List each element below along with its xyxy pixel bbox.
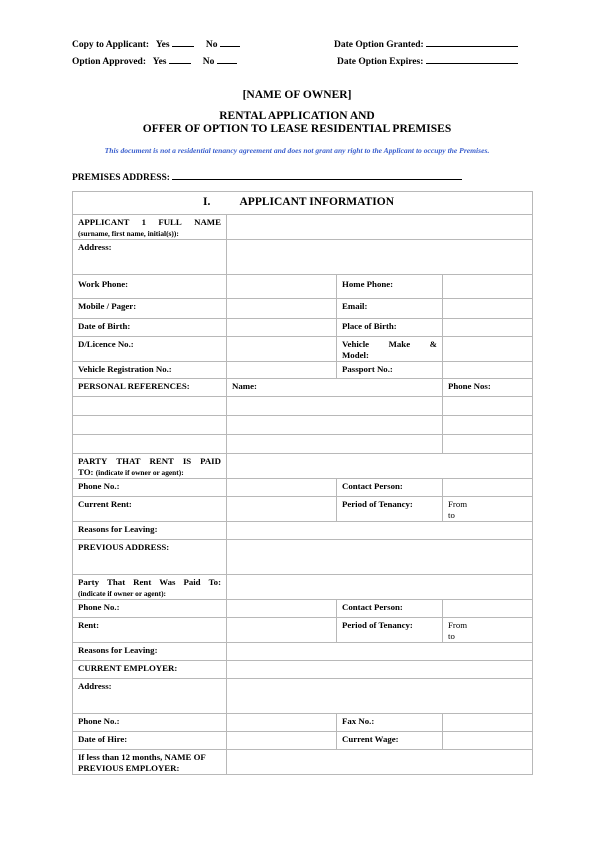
landlord-phone-row bbox=[73, 479, 533, 497]
employer-phone-input[interactable] bbox=[227, 714, 337, 732]
party-rent-was-paid-label bbox=[73, 575, 227, 600]
party-rent-was-paid-row bbox=[73, 575, 533, 600]
title-line-2: OFFER OF OPTION TO LEASE RESIDENTIAL PREMISES bbox=[142, 123, 452, 135]
passport-input[interactable] bbox=[443, 362, 533, 379]
employer-address-input[interactable] bbox=[227, 679, 533, 714]
copy-to-applicant-label: Copy to Applicant: bbox=[72, 40, 150, 50]
prev-landlord-phone-input[interactable] bbox=[227, 600, 337, 618]
reference-name-input[interactable] bbox=[227, 416, 443, 435]
rego-label: Vehicle Registration No.: bbox=[73, 362, 227, 379]
applicant-name-input[interactable] bbox=[227, 215, 533, 240]
address-input[interactable] bbox=[227, 240, 533, 275]
passport-label: Passport No.: bbox=[337, 362, 443, 379]
date-granted-blank[interactable] bbox=[426, 37, 518, 47]
address-label: Address: bbox=[73, 240, 227, 275]
reasons-leaving-input[interactable] bbox=[227, 522, 533, 540]
employer-phone-label: Phone No.: bbox=[73, 714, 227, 732]
work-phone-label: Work Phone: bbox=[73, 275, 227, 299]
prev-tenancy-period-input[interactable] bbox=[443, 618, 533, 643]
fax-input[interactable] bbox=[443, 714, 533, 732]
section-number: I. bbox=[203, 196, 211, 208]
prev-rent-input[interactable] bbox=[227, 618, 337, 643]
party-rent-paid-row bbox=[73, 454, 533, 479]
contact-person-input[interactable] bbox=[443, 479, 533, 497]
reference-blank bbox=[73, 416, 227, 435]
copy-no-blank[interactable] bbox=[220, 37, 240, 47]
party2-word-6: To: bbox=[208, 577, 221, 587]
applicant-name-hint: (surname, first name, initial(s)): bbox=[78, 229, 179, 238]
email-input[interactable] bbox=[443, 299, 533, 319]
party-hint: (indicate if owner or agent): bbox=[95, 468, 184, 477]
reference-name-input[interactable] bbox=[227, 435, 443, 454]
mobile-email-row bbox=[73, 299, 533, 319]
section-title: APPLICANT INFORMATION bbox=[239, 196, 394, 208]
current-employer-input[interactable] bbox=[227, 661, 533, 679]
prev-landlord-phone-row bbox=[73, 600, 533, 618]
birth-row bbox=[73, 319, 533, 337]
reference-name-header: Name: bbox=[227, 379, 443, 397]
party2-hint: (indicate if owner or agent): bbox=[78, 589, 166, 598]
date-expires-label: Date Option Expires: bbox=[337, 57, 424, 67]
prev-contact-person-label: Contact Person: bbox=[337, 600, 443, 618]
prev-period-to-label: to bbox=[448, 631, 455, 641]
party-word-1: PARTY bbox=[78, 456, 108, 466]
vehicle-word-2: Make bbox=[388, 339, 411, 349]
reference-phone-header: Phone Nos: bbox=[443, 379, 533, 397]
home-phone-label: Home Phone: bbox=[337, 275, 443, 299]
licence-label: D/Licence No.: bbox=[73, 337, 227, 362]
party-word-6: TO: bbox=[78, 467, 94, 477]
reference-phone-input[interactable] bbox=[443, 416, 533, 435]
mobile-input[interactable] bbox=[227, 299, 337, 319]
party2-word-2: That bbox=[107, 577, 126, 587]
date-granted-line bbox=[334, 37, 518, 50]
prev-reasons-leaving-input[interactable] bbox=[227, 643, 533, 661]
copy-yes-label: Yes bbox=[155, 40, 170, 50]
party2-word-5: Paid bbox=[183, 577, 201, 587]
vehicle-label bbox=[337, 337, 443, 362]
party-word-4: IS bbox=[182, 456, 192, 466]
prev-rent-label: Rent: bbox=[73, 618, 227, 643]
hire-date-input[interactable] bbox=[227, 732, 337, 750]
previous-address-label: PREVIOUS ADDRESS: bbox=[73, 540, 227, 575]
premises-address-label: PREMISES ADDRESS: bbox=[72, 173, 170, 183]
party2-word-3: Rent bbox=[133, 577, 152, 587]
prev-rent-row bbox=[73, 618, 533, 643]
reference-phone-input[interactable] bbox=[443, 397, 533, 416]
party-rent-paid-label bbox=[73, 454, 227, 479]
reference-row bbox=[73, 435, 533, 454]
tenancy-period-label: Period of Tenancy: bbox=[337, 497, 443, 522]
party-word-3: RENT bbox=[149, 456, 174, 466]
approved-no-blank[interactable] bbox=[217, 54, 237, 64]
date-expires-line bbox=[337, 54, 518, 67]
applicant-name-word-4: NAME bbox=[194, 217, 221, 227]
current-wage-label: Current Wage: bbox=[337, 732, 443, 750]
copy-yes-blank[interactable] bbox=[172, 37, 194, 47]
vehicle-word-4: Model: bbox=[342, 350, 369, 360]
mobile-label: Mobile / Pager: bbox=[73, 299, 227, 319]
landlord-phone-label: Phone No.: bbox=[73, 479, 227, 497]
current-employer-label: CURRENT EMPLOYER: bbox=[73, 661, 227, 679]
previous-employer-input[interactable] bbox=[227, 750, 533, 775]
contact-person-label: Contact Person: bbox=[337, 479, 443, 497]
pob-label: Place of Birth: bbox=[337, 319, 443, 337]
employer-phone-row bbox=[73, 714, 533, 732]
period-to-label: to bbox=[448, 510, 455, 520]
premises-address-blank[interactable] bbox=[172, 170, 462, 180]
phone-row bbox=[73, 275, 533, 299]
date-granted-label: Date Option Granted: bbox=[334, 40, 424, 50]
approved-yes-label: Yes bbox=[152, 57, 167, 67]
prev-period-from-label: From bbox=[448, 620, 468, 630]
previous-employer-line-2: PREVIOUS EMPLOYER: bbox=[78, 763, 180, 773]
reasons-leaving-row bbox=[73, 522, 533, 540]
references-header-row bbox=[73, 379, 533, 397]
previous-address-input[interactable] bbox=[227, 540, 533, 575]
applicant-name-row bbox=[73, 215, 533, 240]
party-rent-paid-input[interactable] bbox=[227, 454, 533, 479]
title-line-1: RENTAL APPLICATION AND bbox=[219, 110, 375, 122]
email-label: Email: bbox=[337, 299, 443, 319]
rego-input[interactable] bbox=[227, 362, 337, 379]
previous-address-row bbox=[73, 540, 533, 575]
option-approved-label: Option Approved: bbox=[72, 57, 146, 67]
current-wage-input[interactable] bbox=[443, 732, 533, 750]
party2-word-1: Party bbox=[78, 577, 100, 587]
home-phone-input[interactable] bbox=[443, 275, 533, 299]
prev-reasons-leaving-row bbox=[73, 643, 533, 661]
disclaimer-note: This document is not a residential tenancy agreement and does not grant any right to the Applicant to occupy the Premises. bbox=[104, 146, 490, 155]
prev-tenancy-period-label: Period of Tenancy: bbox=[337, 618, 443, 643]
dob-label: Date of Birth: bbox=[73, 319, 227, 337]
rego-row bbox=[73, 362, 533, 379]
previous-employer-row bbox=[73, 750, 533, 775]
section-heading bbox=[73, 192, 533, 215]
party-word-2: THAT bbox=[116, 456, 141, 466]
licence-vehicle-row bbox=[73, 337, 533, 362]
applicant-name-word-1: APPLICANT bbox=[78, 217, 130, 227]
applicant-information-table bbox=[72, 191, 533, 775]
reference-row bbox=[73, 397, 533, 416]
address-row bbox=[73, 240, 533, 275]
work-phone-input[interactable] bbox=[227, 275, 337, 299]
reference-blank bbox=[73, 397, 227, 416]
period-from-label: From bbox=[448, 499, 468, 509]
prev-contact-person-input[interactable] bbox=[443, 600, 533, 618]
vehicle-word-3: & bbox=[429, 339, 437, 349]
applicant-name-word-3: FULL bbox=[158, 217, 182, 227]
vehicle-word-1: Vehicle bbox=[342, 339, 370, 349]
party2-word-4: Was bbox=[159, 577, 176, 587]
prev-landlord-phone-label: Phone No.: bbox=[73, 600, 227, 618]
current-rent-row bbox=[73, 497, 533, 522]
approved-no-label: No bbox=[202, 57, 215, 67]
current-rent-input[interactable] bbox=[227, 497, 337, 522]
reference-row bbox=[73, 416, 533, 435]
date-expires-blank[interactable] bbox=[426, 54, 518, 64]
applicant-name-word-2: 1 bbox=[141, 217, 147, 227]
previous-employer-label bbox=[73, 750, 227, 775]
hire-date-label: Date of Hire: bbox=[73, 732, 227, 750]
party-word-5: PAID bbox=[200, 456, 221, 466]
hire-wage-row bbox=[73, 732, 533, 750]
owner-name-heading: [NAME OF OWNER] bbox=[242, 89, 352, 101]
current-employer-row bbox=[73, 661, 533, 679]
section-header-row bbox=[73, 192, 533, 215]
approved-yes-blank[interactable] bbox=[169, 54, 191, 64]
premises-address-line bbox=[72, 170, 462, 183]
vehicle-input[interactable] bbox=[443, 337, 533, 362]
party-rent-was-paid-input[interactable] bbox=[227, 575, 533, 600]
current-rent-label: Current Rent: bbox=[73, 497, 227, 522]
landlord-phone-input[interactable] bbox=[227, 479, 337, 497]
reference-name-input[interactable] bbox=[227, 397, 443, 416]
fax-label: Fax No.: bbox=[337, 714, 443, 732]
copy-to-applicant-line bbox=[72, 37, 240, 50]
employer-address-label: Address: bbox=[73, 679, 227, 714]
licence-input[interactable] bbox=[227, 337, 337, 362]
option-approved-line bbox=[72, 54, 237, 67]
copy-no-label: No bbox=[205, 40, 218, 50]
prev-reasons-leaving-label: Reasons for Leaving: bbox=[73, 643, 227, 661]
references-label: PERSONAL REFERENCES: bbox=[73, 379, 227, 397]
reasons-leaving-label: Reasons for Leaving: bbox=[73, 522, 227, 540]
dob-input[interactable] bbox=[227, 319, 337, 337]
reference-phone-input[interactable] bbox=[443, 435, 533, 454]
previous-employer-line-1: If less than 12 months, NAME OF bbox=[78, 752, 206, 762]
applicant-name-label bbox=[73, 215, 227, 240]
tenancy-period-input[interactable] bbox=[443, 497, 533, 522]
reference-blank bbox=[73, 435, 227, 454]
employer-address-row bbox=[73, 679, 533, 714]
pob-input[interactable] bbox=[443, 319, 533, 337]
